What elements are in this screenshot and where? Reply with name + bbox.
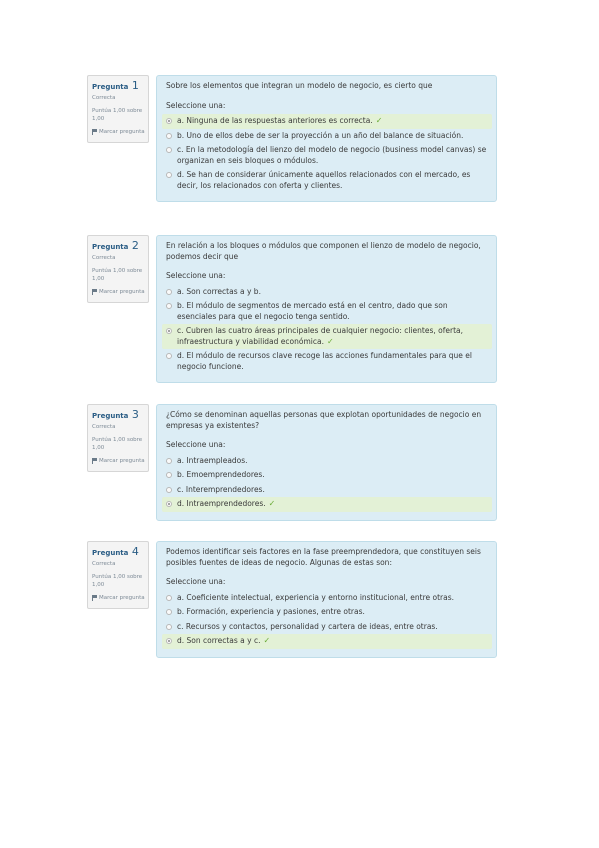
- radio-button[interactable]: [166, 638, 172, 644]
- radio-button[interactable]: [166, 118, 172, 124]
- answer-option[interactable]: a. Coeficiente intelectual, experiencia y entorno institucional, entre otras.: [162, 591, 492, 606]
- answer-option[interactable]: d. Son correctas a y c. ✓: [162, 634, 492, 649]
- question-state: Correcta: [92, 255, 116, 261]
- question-number: Pregunta 2: [92, 239, 139, 252]
- radio-button[interactable]: [166, 328, 172, 334]
- answer-option[interactable]: b. El módulo de segmentos de mercado está en el centro, dado que son esenciales para que el negocio tenga sentido.: [162, 299, 492, 324]
- flag-question-link[interactable]: Marcar pregunta: [92, 128, 145, 136]
- question-number: Pregunta 3: [92, 408, 139, 421]
- question-number: Pregunta 1: [92, 79, 139, 92]
- radio-button[interactable]: [166, 595, 172, 601]
- correct-check-icon: ✓: [375, 116, 383, 125]
- radio-button[interactable]: [166, 472, 172, 478]
- answer-option[interactable]: d. El módulo de recursos clave recoge las acciones fundamentales para que el negocio funcione.: [162, 349, 492, 374]
- radio-button[interactable]: [166, 133, 172, 139]
- question-info: [87, 404, 149, 472]
- radio-button[interactable]: [166, 458, 172, 464]
- flag-icon: [92, 458, 97, 464]
- select-one-label: Seleccione una:: [166, 100, 226, 110]
- question-grade: Puntúa 1,00 sobre 1,00: [92, 268, 143, 282]
- question-content: [156, 235, 497, 383]
- question-state: Correcta: [92, 424, 116, 430]
- flag-question-link[interactable]: Marcar pregunta: [92, 288, 145, 296]
- radio-button[interactable]: [166, 172, 172, 178]
- question-state: Correcta: [92, 561, 116, 567]
- answer-option[interactable]: a. Son correctas a y b.: [162, 285, 492, 300]
- correct-check-icon: ✓: [326, 336, 334, 346]
- question-content: [156, 75, 497, 202]
- answer-option[interactable]: c. Interemprendedores.: [162, 483, 492, 498]
- radio-button[interactable]: [166, 624, 172, 630]
- radio-button[interactable]: [166, 609, 172, 615]
- question-info: [87, 541, 149, 609]
- select-one-label: Seleccione una:: [166, 440, 226, 449]
- question-prompt: Sobre los elementos que integran un modelo de negocio, es cierto que: [166, 81, 433, 90]
- question-grade: Puntúa 1,00 sobre 1,00: [92, 437, 143, 451]
- answer-option[interactable]: b. Uno de ellos debe de ser la proyección a un año del balance de situación.: [162, 129, 492, 144]
- radio-button[interactable]: [166, 303, 172, 309]
- question-content: [156, 404, 497, 521]
- answer-option[interactable]: d. Intraemprendedores. ✓: [162, 497, 492, 512]
- answer-option[interactable]: a. Intraempleados.: [162, 454, 492, 469]
- correct-check-icon: ✓: [268, 499, 276, 508]
- answer-option[interactable]: c. Recursos y contactos, personalidad y cartera de ideas, entre otras.: [162, 620, 492, 635]
- radio-button[interactable]: [166, 289, 172, 295]
- correct-check-icon: ✓: [263, 636, 271, 645]
- radio-button[interactable]: [166, 487, 172, 493]
- radio-button[interactable]: [166, 353, 172, 359]
- flag-question-link[interactable]: Marcar pregunta: [92, 594, 145, 602]
- question-number: Pregunta 4: [92, 545, 139, 558]
- answer-option[interactable]: c. En la metodología del lienzo del modelo de negocio (business model canvas) se organizan en seis bloques o módulos.: [162, 143, 492, 168]
- select-one-label: Seleccione una:: [166, 271, 226, 280]
- question-prompt: En relación a los bloques o módulos que componen el lienzo de modelo de negocio, podemos decir que: [166, 241, 481, 261]
- question-info: [87, 235, 149, 303]
- radio-button[interactable]: [166, 501, 172, 507]
- answer-option[interactable]: c. Cubren las cuatro áreas principales de cualquier negocio: clientes, oferta, infraestructura y viabilidad económica. ✓: [162, 324, 492, 349]
- question-prompt: Podemos identificar seis factores en la fase preemprendedora, que constituyen seis posibles fuentes de ideas de negocio. Algunas de estas son:: [166, 547, 481, 567]
- flag-icon: [92, 129, 97, 135]
- question-state: Correcta: [92, 95, 116, 101]
- question-prompt: ¿Cómo se denominan aquellas personas que explotan oportunidades de negocio en empresas ya existentes?: [166, 410, 482, 430]
- question-info: [87, 75, 149, 143]
- answer-option[interactable]: d. Se han de considerar únicamente aquellos relacionados con el mercado, es decir, los relacionados con oferta y clientes.: [162, 168, 492, 193]
- answer-option[interactable]: a. Ninguna de las respuestas anteriores es correcta. ✓: [162, 114, 492, 129]
- question-grade: Puntúa 1,00 sobre 1,00: [92, 574, 143, 588]
- question-content: [156, 541, 497, 658]
- question-grade: Puntúa 1,00 sobre 1,00: [92, 108, 143, 122]
- select-one-label: Seleccione una:: [166, 577, 226, 586]
- flag-icon: [92, 289, 97, 295]
- flag-question-link[interactable]: Marcar pregunta: [92, 457, 145, 465]
- answer-option[interactable]: b. Formación, experiencia y pasiones, entre otras.: [162, 605, 492, 620]
- radio-button[interactable]: [166, 147, 172, 153]
- answer-option[interactable]: b. Emoemprendedores.: [162, 468, 492, 483]
- flag-icon: [92, 595, 97, 601]
